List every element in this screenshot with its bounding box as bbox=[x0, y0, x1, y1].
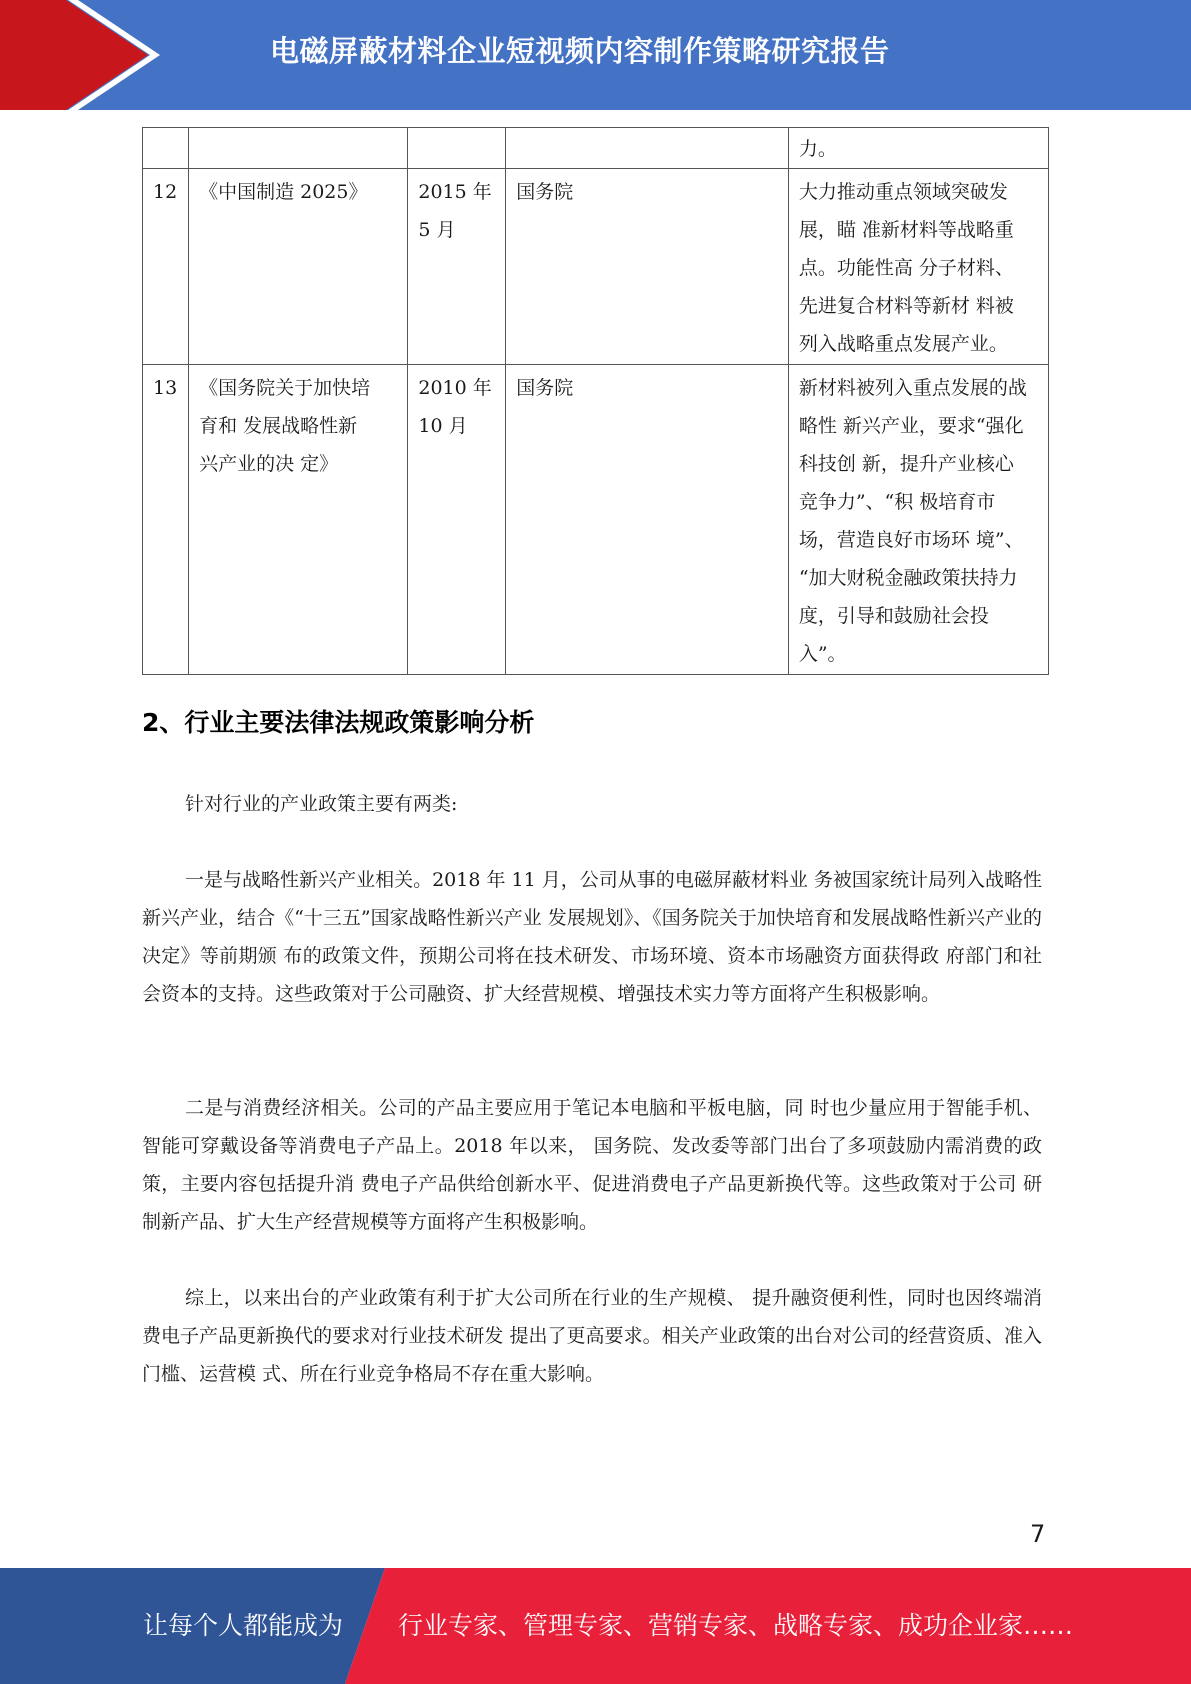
body-paragraph: 二是与消费经济相关。公司的产品主要应用于笔记本电脑和平板电脑，同 时也少量应用于智能手机、智能可穿戴设备等消费电子产品上。2018 年以来， 国务院、发改委等部门出台了多项鼓励内需消费的政策，主要内容包括提升消 费电子产品供给创新水平、促进消费电子产品更新换代等。这些政策对于公司 研制新产品、扩大生产经营规模等方面将产生积极影响。 bbox=[142, 1097, 1042, 1233]
body-paragraph: 一是与战略性新兴产业相关。2018 年 11 月，公司从事的电磁屏蔽材料业 务被国家统计局列入战略性新兴产业，结合《“十三五”国家战略性新兴产业 发展规划》、《国务院关于加快培育和发展战略性新兴产业的决定》等前期颁 布的政策文件，预期公司将在技术研发、市场环境、资本市场融资方面获得政 府部门和社会资本的支持。这些政策对于公司融资、扩大经营规模、增强技术实力等方面将产生积极影响。 bbox=[142, 869, 1042, 1005]
page-number: 7 bbox=[1030, 1520, 1046, 1548]
issue-date-cell: 2010 年 10 月 bbox=[408, 365, 506, 675]
report-title: 电磁屏蔽材料企业短视频内容制作策略研究报告 bbox=[270, 34, 890, 68]
body-paragraph: 综上，以来出台的产业政策有利于扩大公司所在行业的生产规模、 提升融资便利性，同时也因终端消费电子产品更新换代的要求对行业技术研发 提出了更高要求。相关产业政策的出台对公司的经营资质、准入门槛、运营模 式、所在行业竞争格局不存在重大影响。 bbox=[142, 1287, 1042, 1385]
section-heading: 2、行业主要法律法规政策影响分析 bbox=[142, 708, 535, 737]
issue-date-cell bbox=[408, 128, 506, 169]
row-number-cell: 12 bbox=[143, 169, 189, 365]
footer-slogan-left: 让每个人都能成为 bbox=[143, 1611, 344, 1640]
policy-desc-cell: 大力推动重点领域突破发 展，瞄 准新材料等战略重 点。功能性高 分子材料、 先进复合材料等新材 料被 列入战略重点发展产业。 bbox=[788, 169, 1048, 365]
policy-desc-cell: 力。 bbox=[788, 128, 1048, 169]
page-header bbox=[0, 0, 1191, 110]
policy-desc-cell: 新材料被列入重点发展的战 略性 新兴产业，要求“强化 科技创 新，提升产业核心 竞争力”、“积 极培育市 场，营造良好市场环 境”、 “加大财税金融政策扶持力 度，引导和鼓励社会投 入”。 bbox=[788, 365, 1048, 675]
footer-slogan-right: 行业专家、管理专家、营销专家、战略专家、成功企业家…… bbox=[398, 1611, 1074, 1640]
policy-name-cell: 《国务院关于加快培 育和 发展战略性新 兴产业的决 定》 bbox=[189, 365, 408, 675]
issue-date-cell: 2015 年 5 月 bbox=[408, 169, 506, 365]
body-paragraph: 针对行业的产业政策主要有两类: bbox=[185, 793, 458, 815]
table-row bbox=[143, 128, 1049, 169]
row-number-cell: 13 bbox=[143, 365, 189, 675]
row-number-cell bbox=[143, 128, 189, 169]
table-row bbox=[143, 365, 1049, 675]
policy-name-cell bbox=[189, 128, 408, 169]
page-footer bbox=[0, 1568, 1191, 1684]
table-row bbox=[143, 169, 1049, 365]
issuing-dept-cell bbox=[506, 128, 789, 169]
issuing-dept-cell: 国务院 bbox=[506, 169, 789, 365]
policy-table bbox=[142, 127, 1049, 675]
issuing-dept-cell: 国务院 bbox=[506, 365, 789, 675]
policy-name-cell: 《中国制造 2025》 bbox=[189, 169, 408, 365]
